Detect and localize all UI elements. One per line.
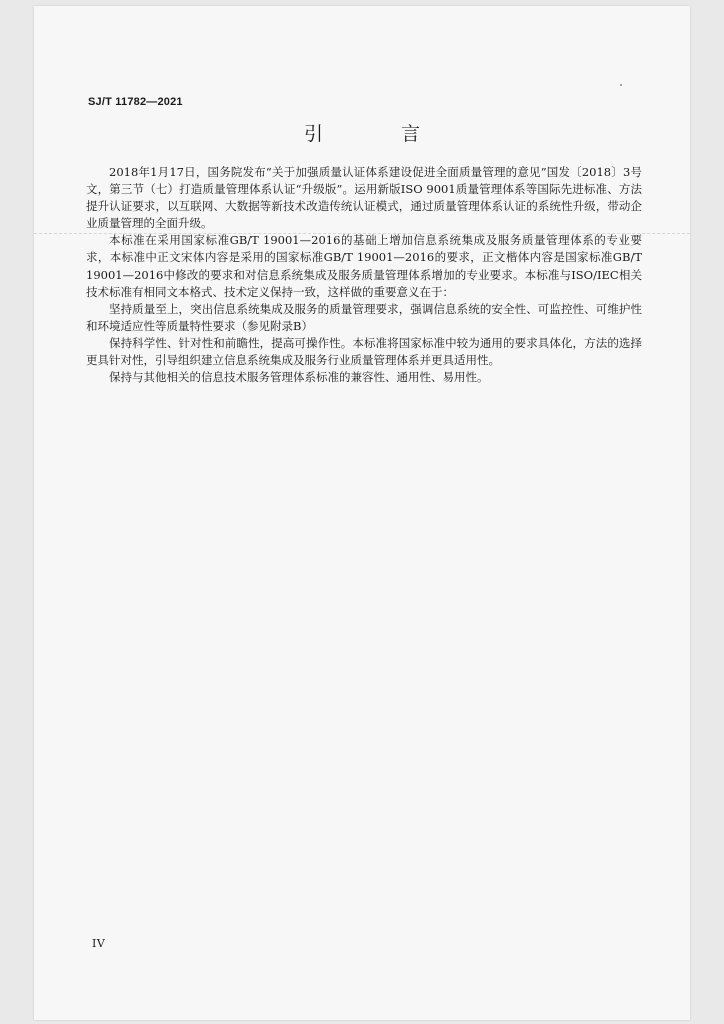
paragraph: 2018年1月17日，国务院发布“关于加强质量认证体系建设促进全面质量管理的意见”国发〔2018〕3号文，第三节（七）打造质量管理体系认证“升级版”。运用新版ISO 9001质量管理体系等国际先进标准、方法提升认证要求，以互联网、大数据等新技术改造传统认证模式，通过质量管理体系认证的系统性升级，带动企业质量管理的全面升级。 <box>86 165 642 231</box>
introduction-body <box>86 164 642 386</box>
paragraph: 本标准在采用国家标准GB/T 19001—2016的基础上增加信息系统集成及服务质量管理体系的专业要求，本标准中正文宋体内容是采用的国家标准GB/T 19001—2016的要求，正文楷体内容是国家标准GB/T 19001—2016中修改的要求和对信息系统集成及服务质量管理体系增加的专业要求。本标准与ISO/IEC相关技术标准有相同文本格式、技术定义保持一致，这样做的重要意义在于： <box>86 233 642 299</box>
standard-code: SJ/T 11782—2021 <box>88 96 183 108</box>
scan-artifact <box>620 84 622 86</box>
paragraph: 坚持质量至上，突出信息系统集成及服务的质量管理要求，强调信息系统的安全性、可监控性、可维护性和环境适应性等质量特性要求（参见附录B） <box>86 301 642 333</box>
document-page <box>34 6 690 1020</box>
page-title: 引 言 <box>303 123 457 145</box>
page-number: IV <box>92 937 106 950</box>
paragraph: 保持与其他相关的信息技术服务管理体系标准的兼容性、通用性、易用性。 <box>109 370 489 385</box>
paragraph: 保持科学性、针对性和前瞻性，提高可操作性。本标准将国家标准中较为通用的要求具体化，方法的选择更具针对性，引导组织建立信息系统集成及服务行业质量管理体系并更具适用性。 <box>86 335 642 368</box>
